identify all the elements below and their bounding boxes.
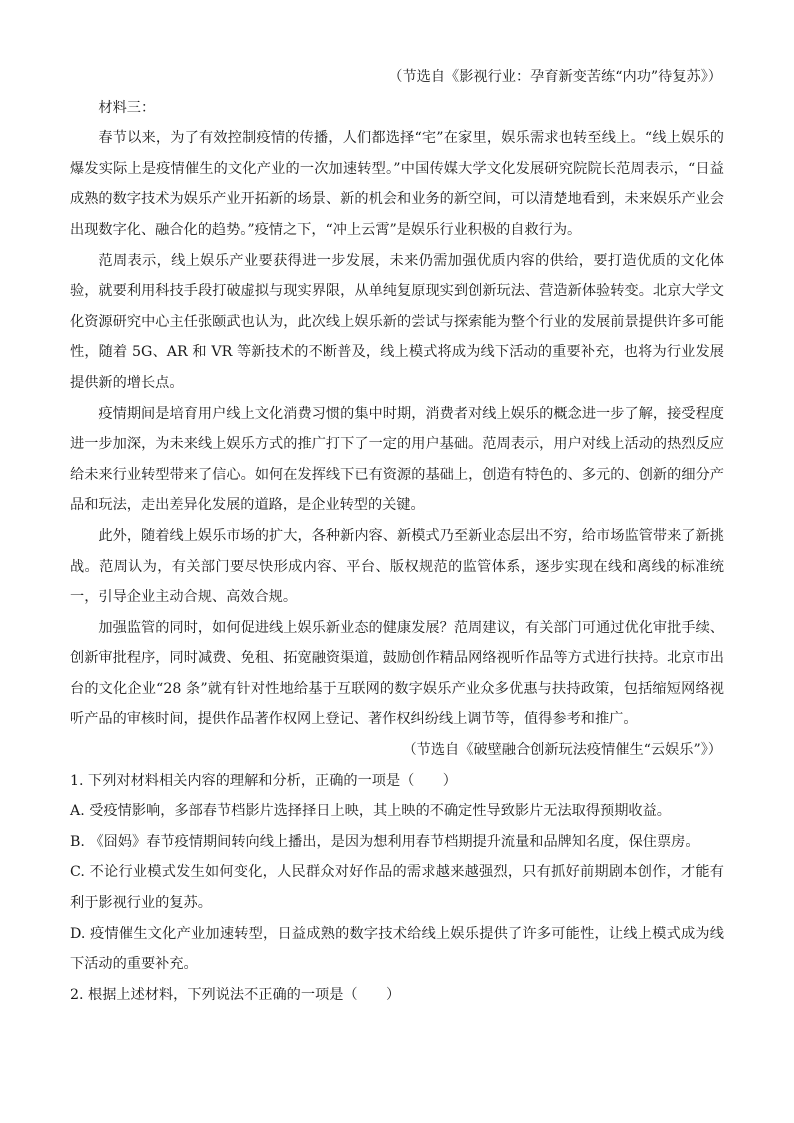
- paragraph-4: 此外，随着线上娱乐市场的扩大，各种新内容、新模式乃至新业态层出不穷，给市场监管带来了新挑战。范周认为，有关部门要尽快形成内容、平台、版权规范的监管体系，逐步实现在线和离线的标准统一，引导企业主动合规、高效合规。: [70, 527, 724, 606]
- paragraph-5: 加强监管的同时，如何促进线上娱乐新业态的健康发展？范周建议，有关部门可通过优化审批手续、创新审批程序，同时减费、免租、拓宽融资渠道，鼓励创作精品网络视听作品等方式进行扶持。北京市出台的文化企业“28 条”就有针对性地给基于互联网的数字娱乐产业众多优惠与扶持政策，包括缩短网络视听产品的审核时间，提供作品著作权网上登记、著作权纠纷线上调节等，值得参考和推广。: [70, 619, 724, 728]
- paragraph-1: 春节以来，为了有效控制疫情的传播，人们都选择“宅”在家里，娱乐需求也转至线上。“线上娱乐的爆发实际上是疫情催生的文化产业的一次加速转型。”中国传媒大学文化发展研究院院长范周表示，“日益成熟的数字技术为娱乐产业开拓新的场景、新的机会和业务的新空间，可以清楚地看到，未来娱乐产业会出现数字化、融合化的趋势。”疫情之下，“冲上云霄”是娱乐行业积极的自救行为。: [70, 130, 724, 238]
- document-page: [70, 62, 724, 1010]
- paragraph-3: 疫情期间是培育用户线上文化消费习惯的集中时期，消费者对线上娱乐的概念进一步了解，接受程度进一步加深，为未来线上娱乐方式的推广打下了一定的用户基础。范周表示，用户对线上活动的热烈反应给未来行业转型带来了信心。如何在发挥线下已有资源的基础上，创造有特色的、多元的、创新的细分产品和玩法，走出差异化发展的道路，是企业转型的关键。: [70, 405, 724, 514]
- question-1-option-d: D. 疫情催生文化产业加速转型，日益成熟的数字技术给线上娱乐提供了许多可能性，让线上模式成为线下活动的重要补充。: [70, 925, 724, 973]
- paragraph-2: 范周表示，线上娱乐产业要获得进一步发展，未来仍需加强优质内容的供给，要打造优质的文化体验，就要利用科技手段打破虚拟与现实界限，从单纯复原现实到创新玩法、营造新体验转变。北京大学文化资源研究中心主任张颐武也认为，此次线上娱乐新的尝试与探索能为整个行业的发展前景提供许多可能性，随着 5G、AR 和 VR 等新技术的不断普及，线上模式将成为线下活动的重要补充，也将为行业发展提供新的增长点。: [70, 252, 724, 391]
- question-1-stem: 1. 下列对材料相关内容的理解和分析，正确的一项是（ ）: [70, 772, 457, 789]
- question-1-option-a: A. 受疫情影响，多部春节档影片选择择日上映，其上映的不确定性导致影片无法取得预期收益。: [70, 803, 671, 820]
- material-3-heading: 材料三：: [98, 99, 156, 116]
- source-citation-1: （节选自《影视行业：孕育新变苦练“内功”待复苏》）: [388, 69, 722, 85]
- question-2-stem: 2. 根据上述材料，下列说法不正确的一项是（ ）: [70, 986, 401, 1003]
- source-citation-2: （节选自《破壁融合创新玩法疫情催生“云娱乐”》）: [402, 742, 722, 759]
- question-1-option-c: C. 不论行业模式发生如何变化，人民群众对好作品的需求越来越强烈，只有抓好前期剧本创作，才能有利于影视行业的复苏。: [70, 864, 724, 912]
- question-1-option-b: B. 《囧妈》春节疫情期间转向线上播出，是因为想利用春节档期提升流量和品牌知名度，保住票房。: [70, 833, 700, 850]
